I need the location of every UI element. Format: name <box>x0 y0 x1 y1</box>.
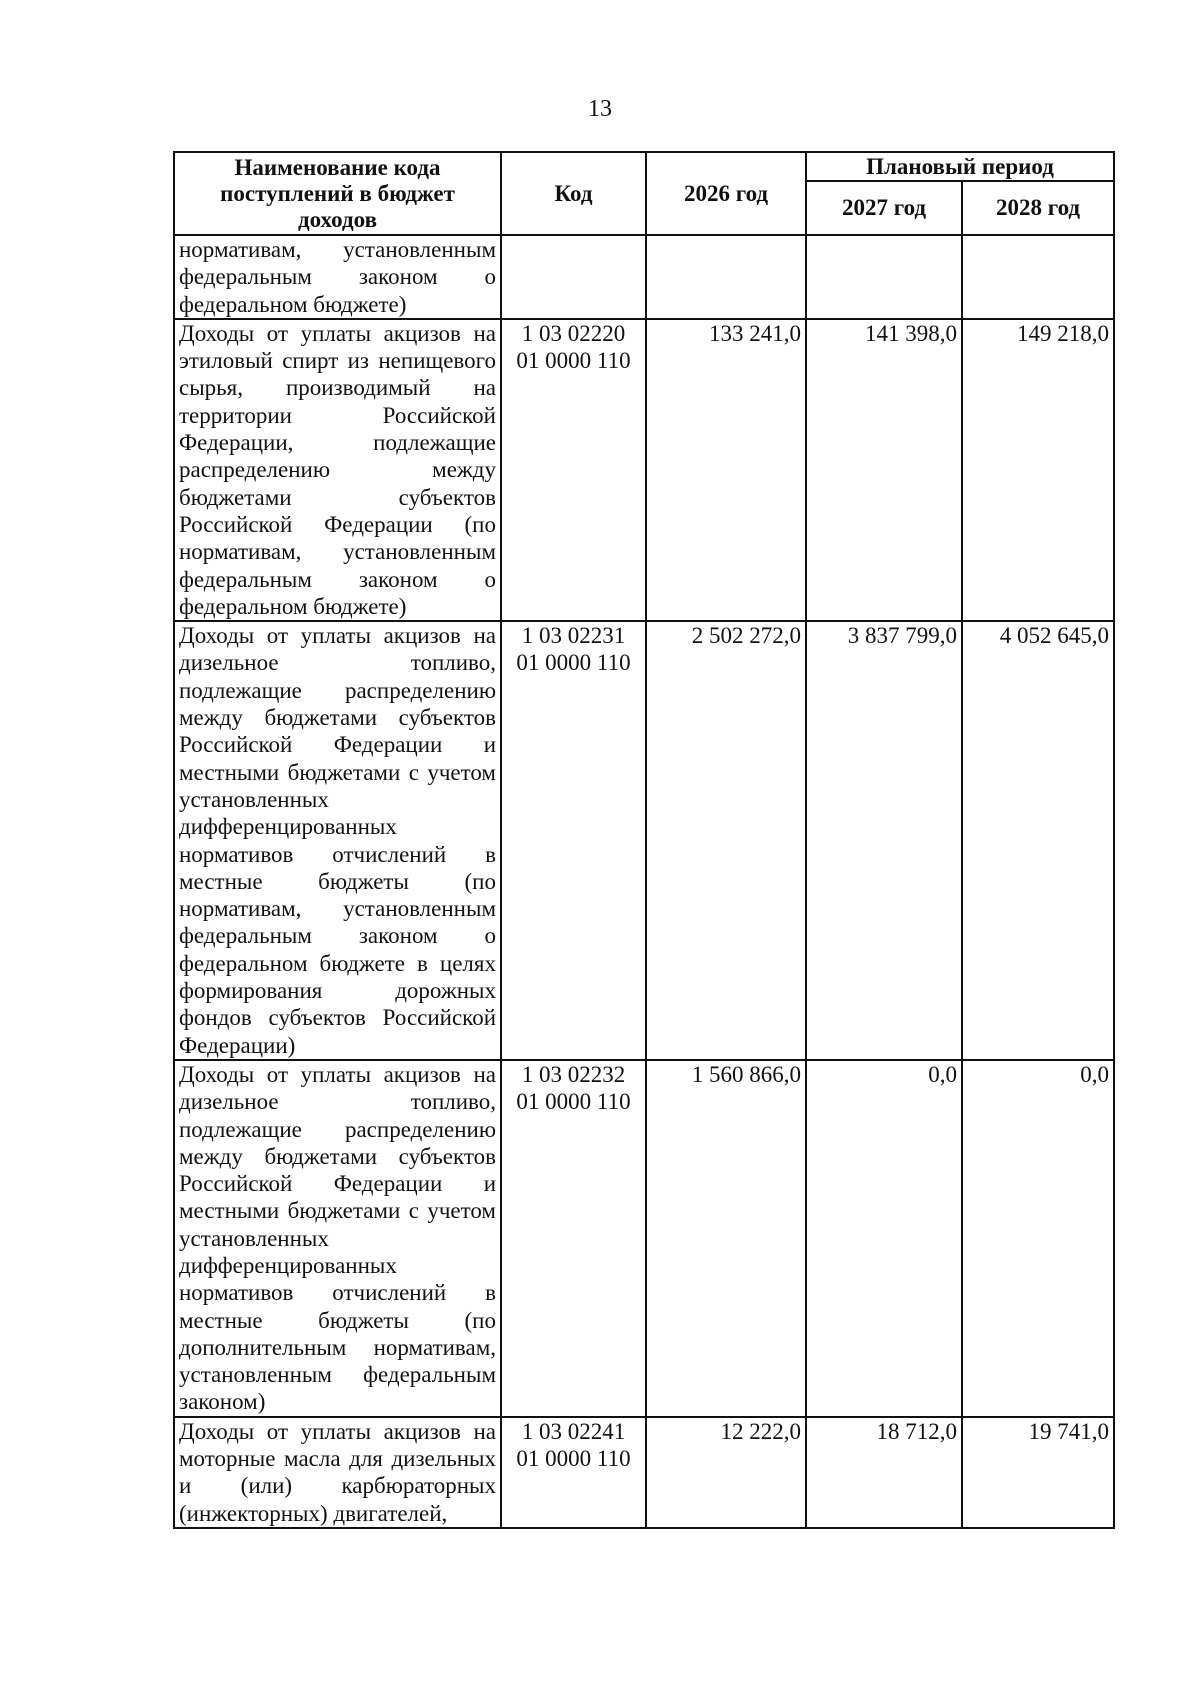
table-row <box>174 235 1114 319</box>
table-row <box>174 1417 1114 1528</box>
page-number: 13 <box>588 96 612 122</box>
row-value-2027 <box>806 235 962 319</box>
row-value-2026: 12 222,0 <box>646 1417 806 1528</box>
header-planned-period: Плановый период <box>806 152 1114 181</box>
header-2027: 2027 год <box>806 181 962 235</box>
row-value-2027: 141 398,0 <box>806 319 962 621</box>
header-2028: 2028 год <box>962 181 1114 235</box>
row-value-2028: 4 052 645,0 <box>962 621 1114 1060</box>
row-name: Доходы от уплаты акцизов на дизельное топливо, подлежащие распределению между бюджетами субъектов Российской Федерации и местными бюджетами с учетом установленных дифференцированных нормативов отчислений в местные бюджеты (по нормативам, установленным федеральным законом о федеральном бюджете в целях формирования дорожных фондов субъектов Российской Федерации) <box>174 621 501 1060</box>
header-2026: 2026 год <box>646 152 806 235</box>
row-value-2027: 18 712,0 <box>806 1417 962 1528</box>
row-code <box>501 319 646 621</box>
row-name: Доходы от уплаты акцизов на дизельное топливо, подлежащие распределению между бюджетами субъектов Российской Федерации и местными бюджетами с учетом установленных дифференцированных нормативов отчислений в местные бюджеты (по дополнительным нормативам, установленным федеральным законом) <box>174 1060 501 1417</box>
table-row <box>174 319 1114 621</box>
row-value-2028: 0,0 <box>962 1060 1114 1417</box>
row-code-line1: 1 03 02241 <box>521 1418 626 1444</box>
row-code-line1: 1 03 02232 <box>521 1061 626 1087</box>
row-value-2026: 1 560 866,0 <box>646 1060 806 1417</box>
row-value-2028: 19 741,0 <box>962 1417 1114 1528</box>
row-code-line2: 01 0000 110 <box>516 1089 631 1115</box>
row-value-2027: 3 837 799,0 <box>806 621 962 1060</box>
row-value-2028 <box>962 235 1114 319</box>
table-body <box>174 235 1114 1528</box>
row-name: нормативам, установленным федеральным законом о федеральном бюджете) <box>174 235 501 319</box>
row-value-2028: 149 218,0 <box>962 319 1114 621</box>
table-row <box>174 621 1114 1060</box>
revenue-table <box>173 151 1115 1529</box>
row-code <box>501 1060 646 1417</box>
table-header <box>174 152 1114 235</box>
row-code <box>501 621 646 1060</box>
row-code <box>501 235 646 319</box>
row-code-line1: 1 03 02220 <box>521 320 626 346</box>
row-code-line1: 1 03 02231 <box>521 623 626 649</box>
row-code <box>501 1417 646 1528</box>
row-value-2026: 2 502 272,0 <box>646 621 806 1060</box>
row-name: Доходы от уплаты акцизов на моторные масла для дизельных и (или) карбюраторных (инжекторных) двигателей, <box>174 1417 501 1528</box>
header-name: Наименование кода поступлений в бюджет доходов <box>174 152 501 235</box>
header-code: Код <box>501 152 646 235</box>
row-name: Доходы от уплаты акцизов на этиловый спирт из непищевого сырья, производимый на территории Российской Федерации, подлежащие распределению между бюджетами субъектов Российской Федерации (по нормативам, установленным федеральным законом о федеральном бюджете) <box>174 319 501 621</box>
row-code-line2: 01 0000 110 <box>516 650 631 676</box>
row-code-line2: 01 0000 110 <box>516 348 631 374</box>
row-value-2026 <box>646 235 806 319</box>
row-code-line2: 01 0000 110 <box>516 1446 631 1472</box>
row-value-2026: 133 241,0 <box>646 319 806 621</box>
row-value-2027: 0,0 <box>806 1060 962 1417</box>
table-row <box>174 1060 1114 1417</box>
